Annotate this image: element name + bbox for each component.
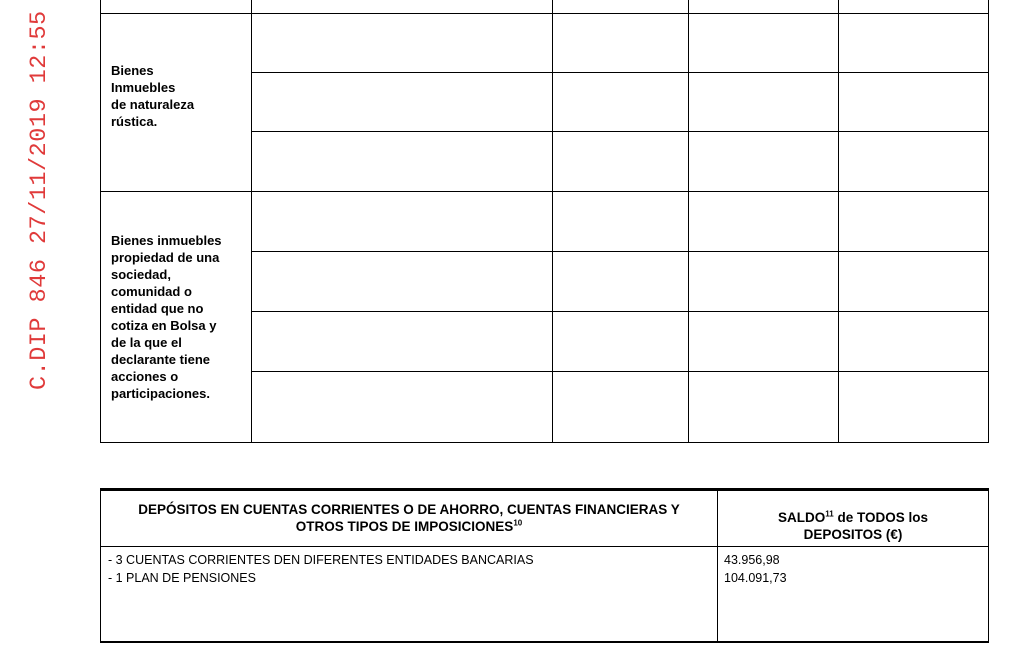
deposits-table (100, 488, 989, 643)
deposit-amounts (724, 551, 787, 587)
row-divider (101, 13, 988, 14)
row-divider (251, 371, 988, 372)
deposit-item: - 3 CUENTAS CORRIENTES DEN DIFERENTES ENTIDADES BANCARIAS (108, 553, 534, 567)
row-divider (251, 311, 988, 312)
company-property-label: Bienes inmuebles propiedad de una sociedad, comunidad o entidad que no cotiza en Bolsa y de la que el declarante tiene acciones o participaciones. (111, 233, 222, 401)
real-estate-table (100, 0, 989, 443)
header-divider (101, 546, 988, 547)
column-divider (552, 0, 553, 442)
column-divider (838, 0, 839, 442)
row-divider (251, 131, 988, 132)
deposit-amount: 104.091,73 (724, 571, 787, 585)
balance-heading: SALDO$^{11}$ de TODOS los DEPOSITOS (€) (778, 509, 928, 542)
registry-stamp: C.DIP 846 27/11/2019 12:55 (26, 10, 53, 390)
section-divider (101, 191, 988, 192)
deposit-amount: 43.956,98 (724, 553, 780, 567)
column-divider (251, 0, 252, 442)
deposits-heading: DEPÓSITOS EN CUENTAS CORRIENTES O DE AHORRO, CUENTAS FINANCIERAS Y OTROS TIPOS DE IMPOSICIONES$^{10}$ (138, 502, 680, 534)
deposit-descriptions (108, 551, 534, 587)
column-divider (688, 0, 689, 442)
rustic-property-label: Bienes Inmuebles de naturaleza rústica. (111, 63, 195, 129)
row-divider (251, 72, 988, 73)
row-divider (251, 251, 988, 252)
deposit-item: - 1 PLAN DE PENSIONES (108, 571, 256, 585)
